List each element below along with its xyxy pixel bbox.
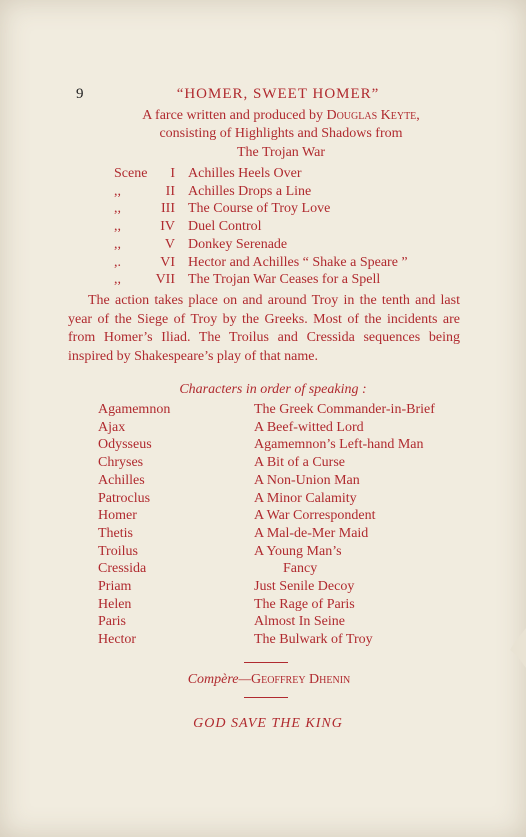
scene-name: The Course of Troy Love xyxy=(188,201,331,217)
character-row xyxy=(0,508,526,526)
character-name: Cressida xyxy=(98,561,147,577)
character-row xyxy=(0,614,526,632)
character-name: Agamemnon xyxy=(98,402,171,417)
page-number: 9 xyxy=(76,86,84,102)
character-row xyxy=(0,473,526,491)
compere-line xyxy=(0,672,526,688)
character-name: Paris xyxy=(98,614,126,630)
synopsis-paragraph: The action takes place on and around Troy in the tenth and last year of the Siege of Troy by the Greeks. Most of the incidents are from Homer’s Iliad. The Troilus and Cressida sequences being inspired by Shakespeare’s play of that name. xyxy=(68,293,460,364)
character-name: Chryses xyxy=(98,455,144,471)
scene-name: Hector and Achilles “ Shake a Speare ” xyxy=(188,254,408,270)
character-description: A Bit of a Curse xyxy=(254,455,345,471)
character-description: The Bulwark of Troy xyxy=(254,632,373,648)
character-description: A Mal-de-Mer Maid xyxy=(254,525,369,541)
scene-label: Scene xyxy=(114,166,148,181)
compere-name: Geoffrey Dhenin xyxy=(250,672,351,687)
divider-rule xyxy=(244,697,288,698)
scene-label: ,, xyxy=(114,201,121,217)
character-description: Fancy xyxy=(283,561,318,577)
character-row xyxy=(0,526,526,544)
character-row xyxy=(0,455,526,473)
character-name: Achilles xyxy=(98,472,145,488)
scene-number: IV xyxy=(160,219,175,235)
scene-number: II xyxy=(165,183,175,199)
character-description: Just Senile Decoy xyxy=(254,579,355,594)
scene-row xyxy=(0,184,526,202)
scene-name: Achilles Drops a Line xyxy=(188,183,312,199)
scene-row xyxy=(0,219,526,237)
subtitle-line-2: consisting of Highlights and Shadows from xyxy=(159,126,403,141)
scene-number: VI xyxy=(160,254,175,270)
character-description: The Rage of Paris xyxy=(254,596,355,612)
character-name: Patroclus xyxy=(98,490,151,506)
subtitle-line-1 xyxy=(0,108,526,124)
scene-label: ,, xyxy=(114,236,121,252)
scene-row xyxy=(0,237,526,255)
subtitle-line-3: The Trojan War xyxy=(236,145,326,160)
character-description: A Minor Calamity xyxy=(254,490,357,506)
scene-name: Duel Control xyxy=(188,219,262,235)
character-description: Almost In Seine xyxy=(254,614,345,630)
scene-name: The Trojan War Ceases for a Spell xyxy=(188,272,381,288)
scene-row xyxy=(0,166,526,184)
character-description: Agamemnon’s Left-hand Man xyxy=(254,437,424,453)
divider-rule xyxy=(244,662,288,663)
character-name: Helen xyxy=(98,596,132,612)
scene-row xyxy=(0,201,526,219)
character-description: A Non-Union Man xyxy=(254,472,360,488)
scene-row xyxy=(0,255,526,273)
scene-number: V xyxy=(164,236,175,252)
character-name: Ajax xyxy=(98,419,126,435)
character-row xyxy=(0,420,526,438)
compere-label: Compère— xyxy=(187,672,251,687)
character-name: Hector xyxy=(98,632,137,648)
subtitle-prefix: A farce written and produced by xyxy=(142,108,327,123)
character-description: A Young Man’s xyxy=(254,543,342,559)
characters-heading: Characters in order of speaking : xyxy=(179,382,367,397)
character-row xyxy=(0,544,526,562)
scene-number: III xyxy=(161,201,175,217)
character-name: Thetis xyxy=(98,525,133,541)
scene-row xyxy=(0,272,526,290)
character-name: Homer xyxy=(98,508,137,524)
programme-title: “HOMER, SWEET HOMER” xyxy=(176,86,380,102)
character-description: A Beef-witted Lord xyxy=(254,419,364,435)
scene-name: Donkey Serenade xyxy=(188,236,288,252)
character-row xyxy=(0,579,526,597)
scene-number: I xyxy=(170,166,175,181)
scene-number: VII xyxy=(155,272,175,288)
character-row xyxy=(0,402,526,420)
scene-label: ,. xyxy=(114,254,121,270)
character-name: Troilus xyxy=(98,543,138,559)
character-row xyxy=(0,632,526,650)
character-row xyxy=(0,491,526,509)
character-row xyxy=(0,561,526,579)
character-name: Odysseus xyxy=(98,437,152,453)
author-name: Douglas Keyte, xyxy=(326,108,420,123)
character-row xyxy=(0,437,526,455)
closing-line: GOD SAVE THE KING xyxy=(193,716,343,731)
character-row xyxy=(0,597,526,615)
character-name: Priam xyxy=(98,579,132,594)
character-description: The Greek Commander-in-Brief xyxy=(254,402,435,417)
scene-name: Achilles Heels Over xyxy=(188,166,302,181)
scene-label: ,, xyxy=(114,272,121,288)
scene-label: ,, xyxy=(114,219,121,235)
character-description: A War Correspondent xyxy=(254,508,376,524)
scene-label: ,, xyxy=(114,183,121,199)
